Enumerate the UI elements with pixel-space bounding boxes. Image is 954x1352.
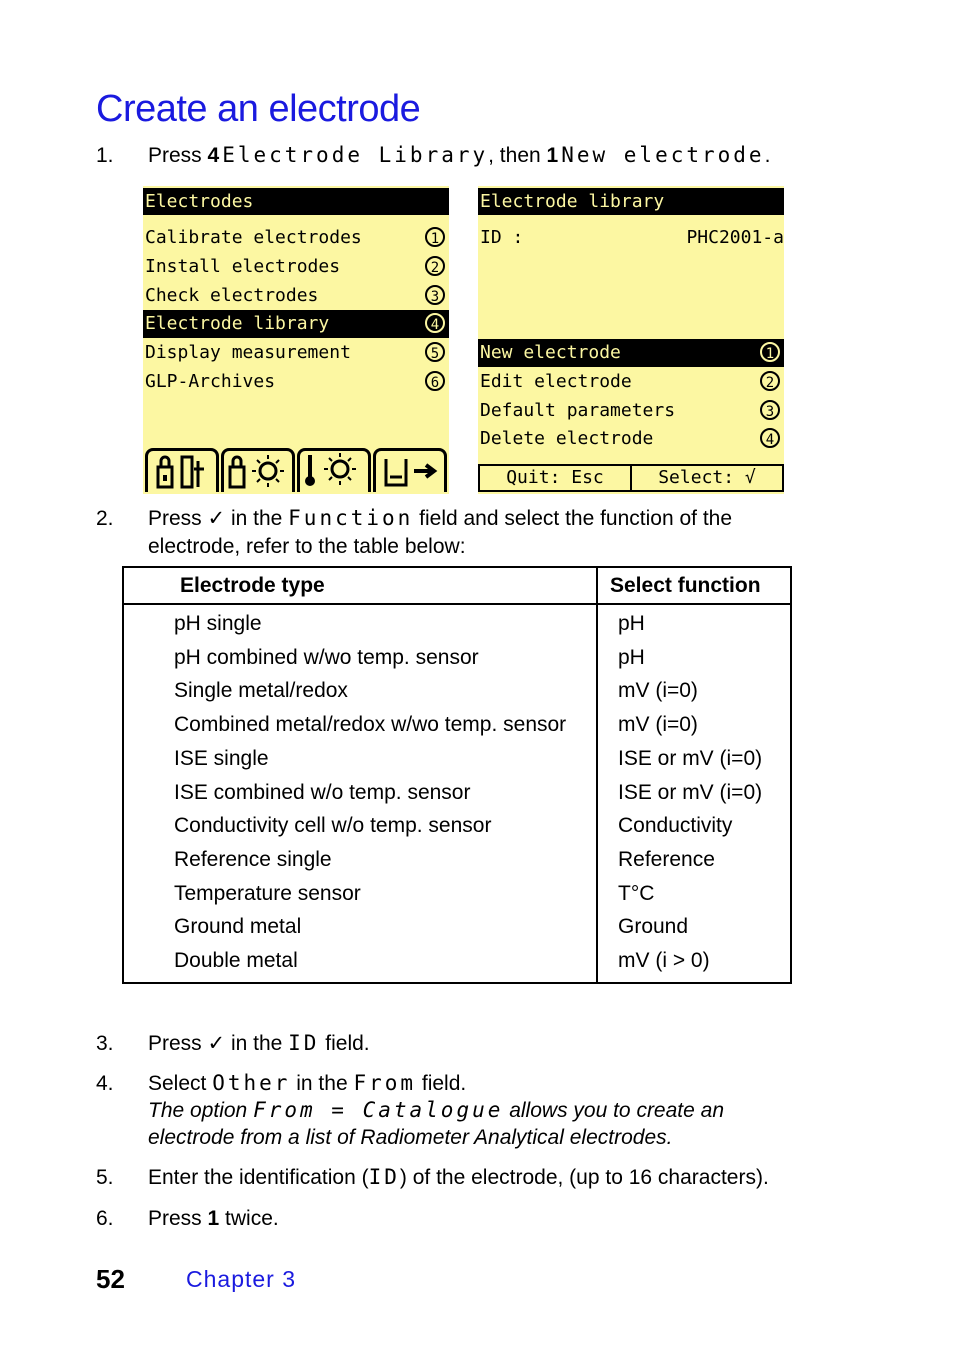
circled-number-icon: 5 (425, 342, 445, 362)
table-cell-function: Conductivity (618, 814, 733, 837)
table-cell-function: ISE or mV (i=0) (618, 747, 763, 770)
table-cell-function: mV (i > 0) (618, 949, 710, 972)
table-cell-function: mV (i=0) (618, 679, 698, 702)
id-row (478, 224, 784, 252)
field-id: ID (288, 1031, 320, 1055)
menu-item-default-parameters[interactable] (478, 397, 784, 425)
key-4: 4 (207, 144, 220, 167)
lock-info-icon[interactable] (145, 448, 219, 492)
id-value: PHC2001-a (686, 227, 784, 248)
option-from-catalogue: From = Catalogue (253, 1098, 504, 1122)
table-cell-electrode-type: Ground metal (174, 915, 302, 938)
menu-item-label: Default parameters (480, 400, 676, 421)
menu-item-new-electrode[interactable] (478, 339, 784, 367)
step-text-line2: electrode, refer to the table below: (148, 535, 466, 558)
step-text: Press ✓ in the (148, 507, 289, 530)
table-cell-function: pH (618, 646, 645, 669)
circled-number-icon: 2 (425, 256, 445, 276)
table-cell-electrode-type: Single metal/redox (174, 679, 348, 702)
menu-item-label: Electrode library (145, 313, 330, 334)
field-id: ID (368, 1165, 400, 1189)
circled-number-icon: 3 (425, 285, 445, 305)
select-button[interactable]: Select: √ (630, 464, 784, 492)
menu-item-label: Calibrate electrodes (145, 227, 362, 248)
field-function: Function (288, 506, 414, 530)
menu-item-install[interactable] (143, 253, 449, 281)
step-text: field. (416, 1072, 467, 1095)
field-from: From (353, 1071, 417, 1095)
menu-item-calibrate[interactable] (143, 224, 449, 252)
step-text: field and select the function of the (413, 507, 733, 530)
beaker-arrow-icon[interactable] (373, 448, 447, 492)
menu-item-label: Edit electrode (480, 371, 632, 392)
step-text: in the (290, 1072, 354, 1095)
thermometer-sun-icon[interactable] (297, 448, 371, 492)
step-number: 3. (96, 1032, 114, 1055)
table-cell-electrode-type: Temperature sensor (174, 882, 361, 905)
column-header-electrode-type: Electrode type (180, 574, 325, 597)
screen-header: Electrode library (478, 188, 784, 215)
step-note-line2: electrode from a list of Radiometer Analytical electrodes. (148, 1126, 673, 1149)
page-title: Create an electrode (96, 88, 421, 130)
menu-electrode-library: Electrode Library (222, 143, 489, 167)
step-text: field. (319, 1032, 370, 1055)
step-text: , then (488, 144, 547, 167)
menu-item-glp[interactable] (143, 368, 449, 396)
step-text: Press (148, 1207, 208, 1230)
menu-item-display[interactable] (143, 339, 449, 367)
menu-item-label: Install electrodes (145, 256, 341, 277)
option-other: Other (212, 1071, 291, 1095)
table-cell-electrode-type: pH single (174, 612, 262, 635)
chapter-label: Chapter 3 (186, 1266, 297, 1292)
menu-item-electrode-library[interactable] (143, 310, 449, 338)
softkey-bar (478, 464, 784, 492)
table-cell-electrode-type: Double metal (174, 949, 298, 972)
screen-header: Electrodes (143, 188, 449, 215)
key-1: 1 (546, 144, 559, 167)
menu-item-check[interactable] (143, 282, 449, 310)
table-cell-function: ISE or mV (i=0) (618, 781, 763, 804)
menu-item-label: New electrode (480, 342, 621, 363)
circled-number-icon: 4 (425, 313, 445, 333)
table-cell-electrode-type: Reference single (174, 848, 332, 871)
step-text: ) of the electrode, (up to 16 characters). (399, 1166, 769, 1189)
menu-item-delete-electrode[interactable] (478, 425, 784, 453)
step-text: Select (148, 1072, 213, 1095)
circled-number-icon: 4 (760, 428, 780, 448)
circled-number-icon: 3 (760, 400, 780, 420)
id-label: ID : (480, 227, 524, 248)
header-divider (124, 603, 790, 605)
table-cell-electrode-type: Combined metal/redox w/wo temp. sensor (174, 713, 567, 736)
step-text: Press ✓ in the (148, 1032, 289, 1055)
step-note: The option From = Catalogue allows you to create an (148, 1098, 724, 1122)
electrode-function-table (122, 566, 792, 984)
menu-item-label: GLP-Archives (145, 371, 276, 392)
table-cell-electrode-type: ISE single (174, 747, 269, 770)
step-number: 2. (96, 507, 114, 530)
step-text: Press (148, 144, 208, 167)
lock-sun-icon[interactable] (221, 448, 295, 492)
circled-number-icon: 6 (425, 371, 445, 391)
circled-number-icon: 1 (425, 227, 445, 247)
table-cell-electrode-type: Conductivity cell w/o temp. sensor (174, 814, 492, 837)
table-cell-function: mV (i=0) (618, 713, 698, 736)
table-cell-function: Reference (618, 848, 715, 871)
step-text: twice. (219, 1207, 279, 1230)
table-cell-electrode-type: pH combined w/wo temp. sensor (174, 646, 479, 669)
step-number: 5. (96, 1166, 114, 1189)
step-number: 6. (96, 1207, 114, 1230)
step-number: 1. (96, 144, 114, 167)
icon-tab-bar (143, 444, 449, 494)
key-1: 1 (207, 1207, 220, 1230)
step-text: . (764, 144, 771, 167)
menu-item-label: Display measurement (145, 342, 351, 363)
table-cell-electrode-type: ISE combined w/o temp. sensor (174, 781, 471, 804)
table-cell-function: pH (618, 612, 645, 635)
menu-item-label: Delete electrode (480, 428, 654, 449)
table-cell-function: T°C (618, 882, 655, 905)
circled-number-icon: 2 (760, 371, 780, 391)
lcd-screen-electrode-library (478, 186, 784, 494)
column-divider (596, 568, 598, 982)
circled-number-icon: 1 (760, 342, 780, 362)
menu-item-edit-electrode[interactable] (478, 368, 784, 396)
table-cell-function: Ground (618, 915, 689, 938)
quit-button[interactable]: Quit: Esc (478, 464, 632, 492)
page-number: 52 (96, 1264, 125, 1294)
step-text: Enter the identification ( (148, 1166, 369, 1189)
lcd-screen-electrodes (143, 186, 449, 494)
step-number: 4. (96, 1072, 114, 1095)
menu-new-electrode: New electrode (561, 143, 765, 167)
column-header-select-function: Select function (610, 574, 761, 597)
menu-item-label: Check electrodes (145, 285, 319, 306)
